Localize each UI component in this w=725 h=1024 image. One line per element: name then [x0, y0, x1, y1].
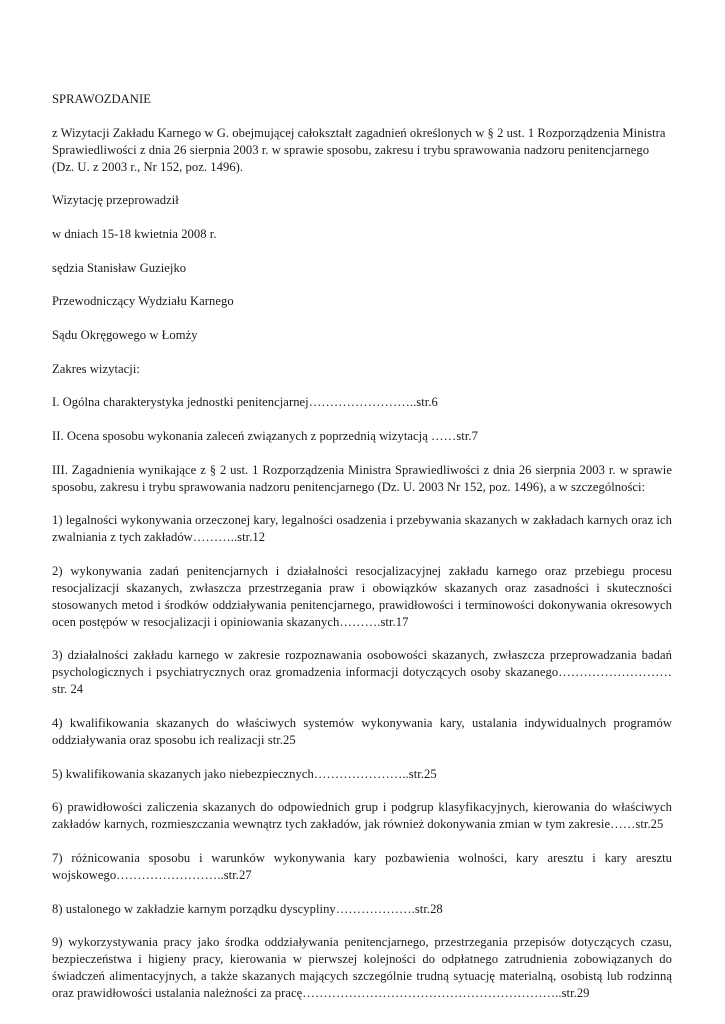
court-name: Sądu Okręgowego w Łomży [52, 328, 198, 343]
scope-item-8: 5) kwalifikowania skazanych jako niebezpiecznych…………………..str.25 [52, 766, 437, 781]
scope-item-3: III. Zagadnienia wynikające z § 2 ust. 1 Rozporządzenia Ministra Sprawiedliwości z dnia 26 sierpnia 2003 r. w sprawie sposobu, zakresu i trybu sprawowania nadzoru penitencjarnego (Dz. U. 2003 Nr 152, poz. 1496), a w szczególności: [52, 462, 672, 494]
scope-item-2: II. Ocena sposobu wykonania zaleceń związanych z poprzednią wizytacją ……str.7 [52, 429, 478, 444]
scope-label: Zakres wizytacji: [52, 361, 140, 376]
scope-item-11: 8) ustalonego w zakładzie karnym porządku dyscypliny……………….str.28 [52, 901, 443, 916]
judge-name: sędzia Stanisław Guziejko [52, 260, 187, 275]
scope-item-5: 2) wykonywania zadań penitencjarnych i działalności resocjalizacyjnej zakładu karnego oraz przebiegu procesu resocjalizacji skazanych, zwłaszcza przestrzegania praw i obowiązków skazanych oraz zasadności i skuteczności stosowanych metod i środków oddziaływania penitencjarnego, prawidłowości i terminowości dokonywania okresowych ocen postępów w resocjalizacji i opiniowania skazanych……….str.17 [52, 564, 672, 629]
document-intro: z Wizytacji Zakładu Karnego w G. obejmującej całokształt zagadnień określonych w § 2 ust. 1 Rozporządzenia Ministra Sprawiedliwości z dnia 26 sierpnia 2003 r. w sprawie sposobu, zakresu i trybu sprawowania nadzoru penitencjarnego (Dz. U. z 2003 r., Nr 152, poz. 1496). [52, 125, 666, 174]
scope-item-12: 9) wykorzystywania pracy jako środka oddziaływania penitencjarnego, przestrzegania przepisów dotyczących czasu, bezpieczeństwa i higieny pracy, kierowania w pierwszej kolejności do odpłatnego zatrudnienia zobowiązanych do świadczeń alimentacyjnych, a także skazanych mających szczególnie trudną sytuację materialną, osobistą lub rodzinną oraz prawidłowości ustalania należności za pracę……………………………………………………..str.29 [52, 935, 672, 1000]
document-page [52, 91, 672, 1019]
scope-item-6: 3) działalności zakładu karnego w zakresie rozpoznawania osobowości skazanych, zwłaszcza przeprowadzania badań psychologicznych i psychiatrycznych oraz gromadzenia informacji dotyczących osoby skazanego………………………str. 24 [52, 648, 672, 697]
scope-item-7: 4) kwalifikowania skazanych do właściwych systemów wykonywania kary, ustalania indywidualnych programów oddziaływania oraz sposobu ich realizacji str.25 [52, 716, 672, 747]
judge-position: Przewodniczący Wydziału Karnego [52, 294, 234, 309]
scope-item-4: 1) legalności wykonywania orzeczonej kary, legalności osadzenia i przebywania skazanych w zakładach karnych oraz ich zwalniania z tych zakładów………..str.12 [52, 513, 672, 545]
scope-item-1: I. Ogólna charakterystyka jednostki penitencjarnej……………………..str.6 [52, 395, 438, 410]
scope-item-9: 6) prawidłowości zaliczenia skazanych do odpowiednich grup i podgrup klasyfikacyjnych, kierowania do właściwych zakładów karnych, rozmieszczania wewnątrz tych zakładów, jak również dokonywania zmian w tym zakresie……str.25 [52, 800, 672, 832]
conducted-by-label: Wizytację przeprowadził [52, 193, 179, 208]
visit-dates: w dniach 15-18 kwietnia 2008 r. [52, 226, 217, 241]
document-title: SPRAWOZDANIE [52, 92, 151, 106]
scope-item-10: 7) różnicowania sposobu i warunków wykonywania kary pozbawienia wolności, kary aresztu i kary aresztu wojskowego……………………..str.27 [52, 850, 672, 882]
